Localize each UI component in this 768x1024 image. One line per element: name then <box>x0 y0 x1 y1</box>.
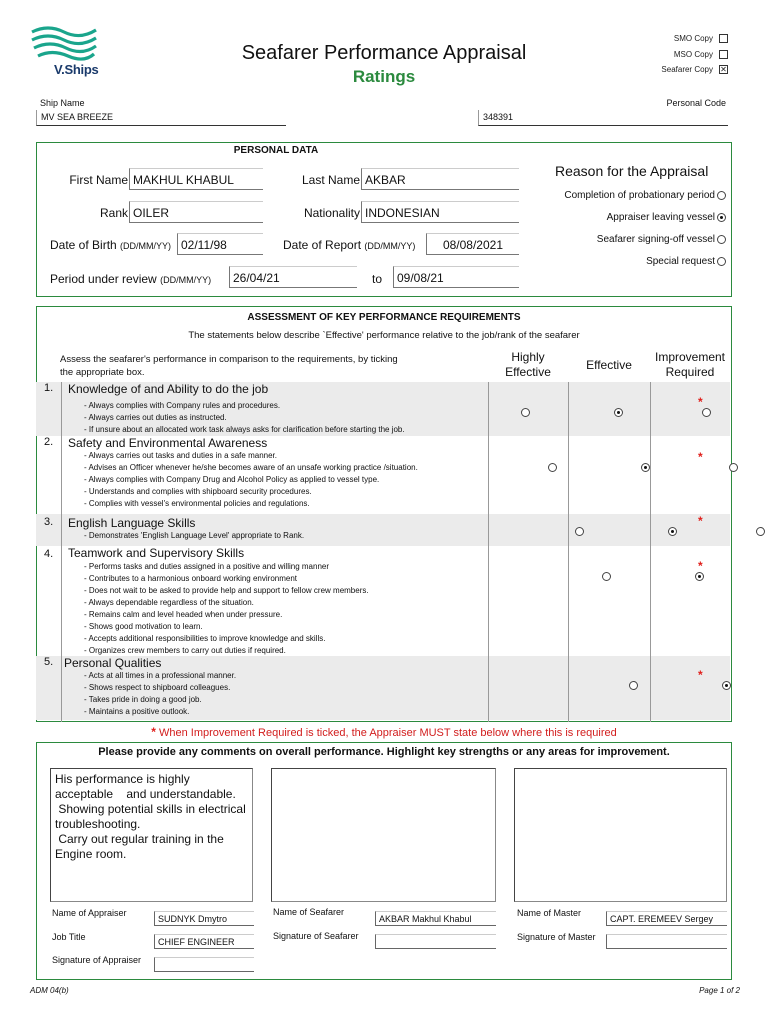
first-name-field[interactable]: MAKHUL KHABUL <box>129 168 263 190</box>
rating-radio-improve[interactable] <box>756 527 765 536</box>
rating-radio-effective[interactable] <box>695 572 704 581</box>
copy-smo[interactable] <box>674 34 728 43</box>
appraiser-name-label: Name of Appraiser <box>52 908 127 918</box>
criterion-number: 5. <box>44 656 54 668</box>
criterion-row-1 <box>36 382 730 436</box>
seafarer-name-field[interactable]: AKBAR Makhul Khabul <box>375 911 496 926</box>
report-date-field[interactable]: 08/08/2021 <box>426 233 519 255</box>
required-star: * <box>698 450 703 464</box>
report-date-label: Date of Report (DD/MM/YY) <box>283 238 416 252</box>
seafarer-comment-box[interactable] <box>271 768 496 902</box>
master-name-label: Name of Master <box>517 908 582 918</box>
rating-radio-highly[interactable] <box>629 681 638 690</box>
divider <box>488 382 489 722</box>
reason-radio[interactable] <box>717 213 726 222</box>
master-signature-field[interactable] <box>606 934 727 949</box>
comments-title: Please provide any comments on overall performance. Highlight key strengths or any areas for improvement. <box>98 746 670 758</box>
rating-radio-highly[interactable] <box>575 527 584 536</box>
criterion-items: - Demonstrates 'English Language Level' appropriate to Rank. <box>84 531 305 540</box>
appraiser-name-field[interactable]: SUDNYK Dmytro <box>154 911 254 926</box>
reason-option-probation[interactable] <box>564 190 726 201</box>
warning-text: When Improvement Required is ticked, the Appraiser MUST state below where this is required <box>159 727 617 739</box>
criterion-items: - Always complies with Company rules and procedures. - Always carries out duties as instructed. - If unsure about an allocated work task always asks for clarification before starting the job. <box>84 401 405 434</box>
reason-option-label: Completion of probationary period <box>564 190 715 201</box>
criterion-title: Knowledge of and Ability to do the job <box>68 382 269 396</box>
criterion-number: 4. <box>44 548 54 560</box>
criterion-items: - Always carries out tasks and duties in a safe manner. - Advises an Officer whenever he/she becomes aware of an unsafe working practice /situation. - Always complies with Company Drug and Alcohol Policy as applied to vessel type. - Understands and complies with shipboard security procedures. - Complies with vessel's environmental policies and regulations. <box>84 451 418 508</box>
job-title-field[interactable]: CHIEF ENGINEER <box>154 934 254 949</box>
master-comment-box[interactable] <box>514 768 727 902</box>
rank-field[interactable]: OILER <box>129 201 263 223</box>
col-improvement-required: Improvement Required <box>654 350 726 379</box>
assessment-subtitle: The statements below describe `Effective' performance relative to the job/rank of the seafarer <box>188 330 580 341</box>
warning-star: * <box>151 725 156 739</box>
reason-option-label: Seafarer signing-off vessel <box>596 234 715 245</box>
personal-data-title: PERSONAL DATA <box>233 145 319 156</box>
assessment-instruction: Assess the seafarer's performance in comparison to the requirements, by ticking the appropriate box. <box>60 354 398 378</box>
rank-label: Rank <box>99 206 128 220</box>
rating-radio-effective[interactable] <box>722 681 731 690</box>
divider <box>61 382 62 722</box>
last-name-field[interactable]: AKBAR <box>361 168 519 190</box>
reason-radio[interactable] <box>717 257 726 266</box>
required-star: * <box>698 395 703 409</box>
rating-radio-effective[interactable] <box>668 527 677 536</box>
required-star: * <box>698 668 703 682</box>
rating-radio-effective[interactable] <box>641 463 650 472</box>
col-effective: Effective <box>586 358 632 372</box>
dob-field[interactable]: 02/11/98 <box>177 233 263 255</box>
period-from-field[interactable]: 26/04/21 <box>229 266 357 288</box>
form-code: ADM 04(b) <box>30 986 69 995</box>
criterion-title: Safety and Environmental Awareness <box>68 436 268 450</box>
master-signature-label: Signature of Master <box>517 932 596 942</box>
divider <box>650 382 651 722</box>
criterion-row-5 <box>36 656 730 720</box>
copy-seafarer-label: Seafarer Copy <box>661 65 713 74</box>
first-name-label: First Name <box>69 173 128 187</box>
page-number: Page 1 of 2 <box>699 986 740 995</box>
col-highly-effective: Highly Effective <box>505 350 551 379</box>
improvement-warning <box>0 725 768 739</box>
divider <box>568 382 569 722</box>
criterion-number: 1. <box>44 382 54 394</box>
rating-radio-effective[interactable] <box>614 408 623 417</box>
nationality-field[interactable]: INDONESIAN <box>361 201 519 223</box>
personal-code-field[interactable]: 348391 <box>478 110 728 126</box>
period-to-label: to <box>372 272 383 286</box>
seafarer-signature-field[interactable] <box>375 934 496 949</box>
assessment-title: ASSESSMENT OF KEY PERFORMANCE REQUIREMENTS <box>247 312 521 323</box>
criterion-items: - Performs tasks and duties assigned in a positive and willing manner - Contributes to a harmonious onboard working environment - Does not wait to be asked to provide help and support to fellow crew members. - Always dependable regardless of the situation. - Remains calm and level headed when under pressure. - Shows good motivation to learn. - Accepts additional responsibilities to improve knowledge and skills. - Organizes crew members to carry out duties if required. <box>84 562 369 655</box>
last-name-label: Last Name <box>301 173 360 187</box>
appraiser-signature-field[interactable] <box>154 957 254 972</box>
criterion-number: 3. <box>44 516 54 528</box>
period-label: Period under review (DD/MM/YY) <box>50 272 212 286</box>
criterion-title: Teamwork and Supervisory Skills <box>68 546 245 560</box>
job-title-label: Job Title <box>52 932 86 942</box>
reason-option-label: Special request <box>646 256 715 267</box>
criterion-items: - Acts at all times in a professional manner. - Shows respect to shipboard colleagues. - Takes pride in doing a good job. - Maintains a positive outlook. <box>84 671 237 716</box>
reason-option-signing-off[interactable] <box>597 234 726 245</box>
rating-radio-improve[interactable] <box>702 408 711 417</box>
rating-radio-improve[interactable] <box>729 463 738 472</box>
seafarer-signature-label: Signature of Seafarer <box>273 931 359 941</box>
copy-mso-label: MSO Copy <box>673 50 713 59</box>
required-star: * <box>698 559 703 573</box>
dob-label: Date of Birth (DD/MM/YY) <box>50 238 172 252</box>
criterion-row-4 <box>36 546 730 656</box>
reason-radio[interactable] <box>717 235 726 244</box>
rating-radio-highly[interactable] <box>548 463 557 472</box>
seafarer-name-label: Name of Seafarer <box>273 907 345 917</box>
ship-name-label: Ship Name <box>40 98 85 108</box>
criterion-title: English Language Skills <box>68 516 196 530</box>
criterion-number: 2. <box>44 436 54 448</box>
copy-smo-label: SMO Copy <box>673 34 713 43</box>
copy-seafarer-checkbox[interactable]: ✕ <box>720 65 727 74</box>
copy-mso[interactable] <box>674 50 728 59</box>
period-to-field[interactable]: 09/08/21 <box>393 266 519 288</box>
nationality-label: Nationality <box>303 206 360 220</box>
reason-option-special[interactable] <box>646 256 726 267</box>
reason-option-appraiser-leaving[interactable] <box>607 212 726 223</box>
master-name-field[interactable]: CAPT. EREMEEV Sergey <box>606 911 727 926</box>
appraiser-comment-text: His performance is highly acceptable and understandable. Showing potential skills in electrical troubleshooting. Carry out regular training in the Engine room. <box>55 772 246 861</box>
reason-option-label: Appraiser leaving vessel <box>606 212 715 223</box>
required-star: * <box>698 514 703 528</box>
ship-name-field[interactable]: MV SEA BREEZE <box>36 110 286 126</box>
criterion-row-3 <box>36 514 730 546</box>
rating-radio-highly[interactable] <box>521 408 530 417</box>
rating-radio-highly[interactable] <box>602 572 611 581</box>
page-subtitle: Ratings <box>352 67 416 86</box>
personal-code-label: Personal Code <box>666 98 726 108</box>
appraiser-comment-box[interactable] <box>50 768 253 902</box>
criterion-title: Personal Qualities <box>64 656 162 670</box>
appraiser-signature-label: Signature of Appraiser <box>52 955 142 965</box>
page-title: Seafarer Performance Appraisal <box>241 42 527 64</box>
copy-seafarer[interactable] <box>661 65 728 74</box>
reason-radio[interactable] <box>717 191 726 200</box>
reason-title: Reason for the Appraisal <box>555 163 709 179</box>
criterion-row-2 <box>36 436 730 514</box>
copy-mso-checkbox[interactable] <box>719 50 728 59</box>
copy-smo-checkbox[interactable] <box>719 34 728 43</box>
logo-text: V.Ships <box>54 62 99 77</box>
